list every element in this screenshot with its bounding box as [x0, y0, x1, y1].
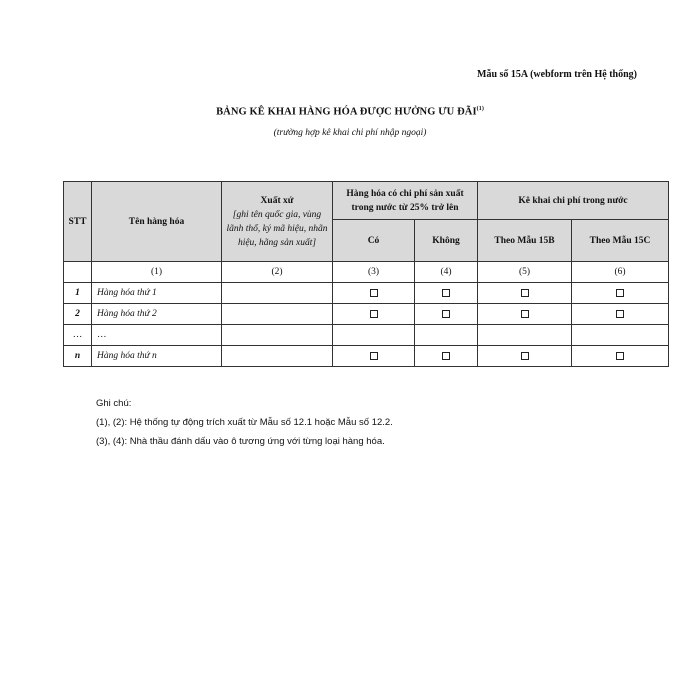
checkbox-yes[interactable] [370, 289, 378, 297]
row-stt: … [64, 325, 92, 346]
document-title-text: BẢNG KÊ KHAI HÀNG HÓA ĐƯỢC HƯỞNG ƯU ĐÃI [216, 106, 477, 118]
note-item: (3), (4): Nhà thầu đánh dấu vào ô tương ứng với từng loại hàng hóa. [96, 436, 385, 447]
cell-form-15c [572, 304, 669, 325]
cell-form-15c [572, 346, 669, 367]
row-goods-name: Hàng hóa thứ n [92, 346, 222, 367]
cell-form-15b [478, 283, 572, 304]
cell-no [415, 346, 478, 367]
checkbox-no[interactable] [442, 310, 450, 318]
checkbox-yes[interactable] [370, 310, 378, 318]
row-stt: 2 [64, 304, 92, 325]
column-number: (6) [572, 262, 669, 283]
column-number: (2) [222, 262, 333, 283]
column-number: (5) [478, 262, 572, 283]
header-origin [222, 182, 333, 262]
checkbox-form-15c[interactable] [616, 289, 624, 297]
row-origin [222, 304, 333, 325]
row-goods-name: Hàng hóa thứ 2 [92, 304, 222, 325]
header-form-15b: Theo Mẫu 15B [478, 220, 572, 262]
header-origin-note: [ghi tên quốc gia, vùng lãnh thổ, ký mã hiệu, nhãn hiệu, hãng sản xuất] [226, 209, 328, 248]
checkbox-form-15b[interactable] [521, 310, 529, 318]
column-number: (4) [415, 262, 478, 283]
header-yes: Có [333, 220, 415, 262]
row-origin [222, 346, 333, 367]
cell-yes [333, 283, 415, 304]
checkbox-form-15b[interactable] [521, 352, 529, 360]
cell-form-15c [572, 325, 669, 346]
column-number-blank [64, 262, 92, 283]
header-no: Không [415, 220, 478, 262]
row-goods-name: Hàng hóa thứ 1 [92, 283, 222, 304]
header-goods-name: Tên hàng hóa [92, 182, 222, 262]
header-stt: STT [64, 182, 92, 262]
goods-declaration-table [63, 181, 669, 367]
cell-form-15b [478, 304, 572, 325]
document-subtitle: (trường hợp kê khai chi phí nhập ngoại) [273, 128, 427, 138]
checkbox-no[interactable] [442, 352, 450, 360]
table-row [64, 346, 669, 367]
row-stt: n [64, 346, 92, 367]
row-origin [222, 283, 333, 304]
cell-no [415, 283, 478, 304]
header-origin-label: Xuất xứ [260, 195, 294, 206]
cell-form-15b [478, 346, 572, 367]
column-number: (1) [92, 262, 222, 283]
checkbox-form-15c[interactable] [616, 310, 624, 318]
notes-heading: Ghi chú: [96, 398, 132, 409]
cell-form-15b [478, 325, 572, 346]
document-title [0, 106, 700, 118]
cell-no [415, 304, 478, 325]
cell-yes [333, 325, 415, 346]
row-stt: 1 [64, 283, 92, 304]
checkbox-form-15b[interactable] [521, 289, 529, 297]
column-number: (3) [333, 262, 415, 283]
cell-form-15c [572, 283, 669, 304]
notes-section [96, 398, 393, 455]
column-number-row [64, 262, 669, 283]
header-form-15c: Theo Mẫu 15C [572, 220, 669, 262]
checkbox-yes[interactable] [370, 352, 378, 360]
table-row [64, 304, 669, 325]
cell-no [415, 325, 478, 346]
row-origin [222, 325, 333, 346]
title-footnote-mark: (1) [476, 106, 484, 112]
checkbox-no[interactable] [442, 289, 450, 297]
cell-yes [333, 346, 415, 367]
cell-yes [333, 304, 415, 325]
table-row [64, 283, 669, 304]
form-code: Mẫu số 15A (webform trên Hệ thống) [477, 69, 637, 80]
table-row-ellipsis [64, 325, 669, 346]
row-goods-name: … [92, 325, 222, 346]
header-domestic-cost-group: Hàng hóa có chi phí sản xuất trong nước từ 25% trở lên [333, 182, 478, 220]
checkbox-form-15c[interactable] [616, 352, 624, 360]
header-declare-group: Kê khai chi phí trong nước [478, 182, 669, 220]
note-item: (1), (2): Hệ thống tự động trích xuất từ Mẫu số 12.1 hoặc Mẫu số 12.2. [96, 417, 393, 428]
